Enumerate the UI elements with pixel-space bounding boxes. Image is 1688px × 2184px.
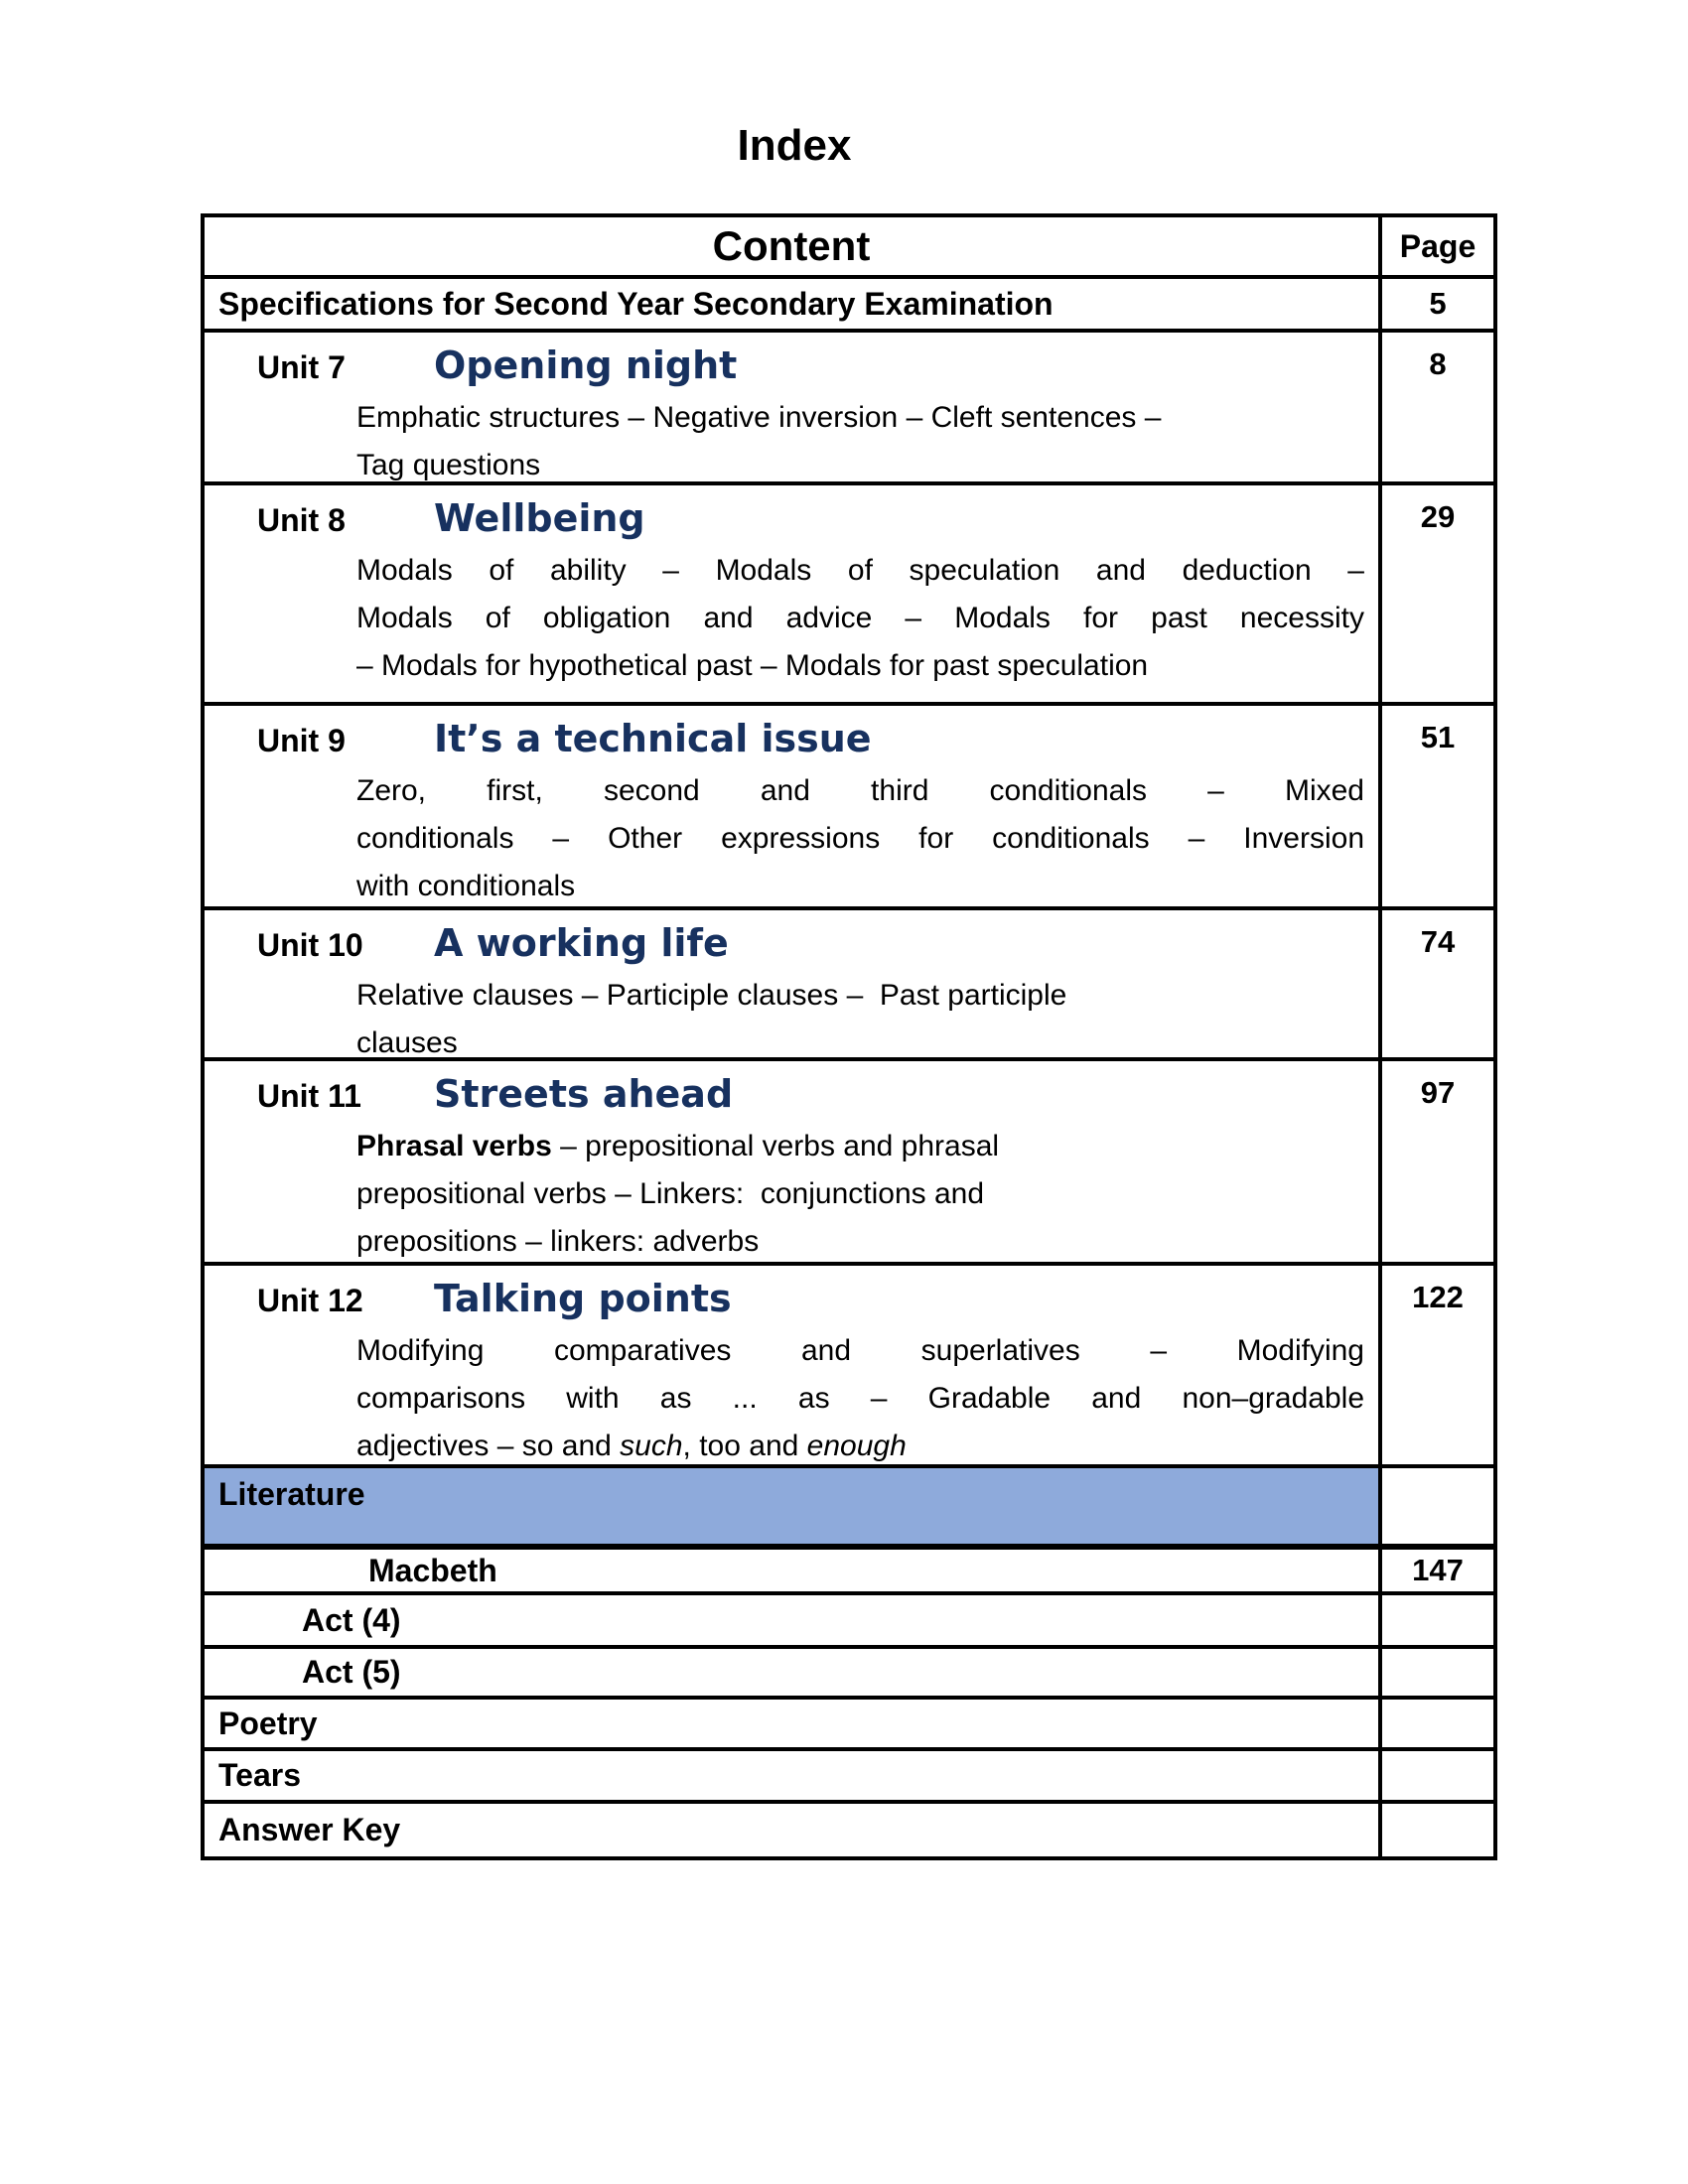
content-header-label: Content	[712, 222, 871, 269]
row-act-4-label: Act (4)	[302, 1601, 401, 1638]
unit-description	[356, 972, 1364, 1061]
unit-title: Opening night	[434, 343, 738, 387]
description-segment: Emphatic structures – Negative inversion – Cleft sentences –	[356, 401, 1162, 434]
unit-description	[356, 547, 1364, 690]
row-tears-page-cell	[1378, 1751, 1493, 1800]
row-specifications-for-second-year-secondary-examination-label: Specifications for Second Year Secondary Examination	[218, 285, 1054, 322]
row-unit-12	[205, 1266, 1493, 1468]
row-answer-key	[205, 1804, 1493, 1856]
row-macbeth-content-cell	[205, 1550, 1378, 1591]
unit-number: Unit 7	[257, 349, 346, 385]
description-segment: such	[620, 1430, 683, 1462]
description-line	[356, 767, 1364, 815]
row-unit-11-content-cell	[205, 1061, 1378, 1262]
page-number: 97	[1420, 1075, 1456, 1110]
description-segment: conditionals – Other expressions for conditionals – Inversion	[356, 822, 1364, 855]
row-unit-10	[205, 910, 1493, 1061]
row-macbeth-page-cell	[1378, 1550, 1493, 1591]
row-unit-7-content-cell	[205, 333, 1378, 481]
description-segment: Modals of ability – Modals of speculation and deduction –	[356, 554, 1364, 587]
description-line	[356, 547, 1364, 595]
description-segment: Tag questions	[356, 449, 541, 481]
row-act-4-page-cell	[1378, 1595, 1493, 1645]
row-poetry-content-cell	[205, 1700, 1378, 1747]
unit-number: Unit 12	[257, 1283, 363, 1318]
unit-title-line	[205, 1276, 1378, 1323]
row-unit-9-content-cell	[205, 706, 1378, 906]
page-number: 5	[1429, 286, 1447, 321]
description-line	[356, 863, 1364, 910]
table-body	[205, 279, 1493, 1856]
description-segment: clauses	[356, 1026, 458, 1059]
row-unit-8-page-cell	[1378, 485, 1493, 702]
description-line	[356, 1123, 1364, 1170]
row-answer-key-page-cell	[1378, 1804, 1493, 1856]
unit-title-line	[205, 920, 1378, 968]
description-segment: Zero, first, second and third conditionals – Mixed	[356, 774, 1364, 807]
row-specifications-for-second-year-secondary-examination-page-cell	[1378, 279, 1493, 329]
unit-title-line	[205, 716, 1378, 763]
description-line	[356, 1218, 1364, 1266]
unit-number: Unit 8	[257, 502, 346, 538]
row-unit-9	[205, 706, 1493, 910]
description-line	[356, 1375, 1364, 1423]
content-header-cell	[205, 217, 1378, 275]
row-act-5-content-cell	[205, 1649, 1378, 1696]
row-tears	[205, 1751, 1493, 1804]
row-unit-8-content-cell	[205, 485, 1378, 702]
unit-title-line	[205, 495, 1378, 543]
row-poetry	[205, 1700, 1493, 1751]
row-specifications-for-second-year-secondary-examination	[205, 279, 1493, 333]
row-answer-key-content-cell	[205, 1804, 1378, 1856]
page-number: 8	[1429, 346, 1447, 381]
description-segment: Modals of obligation and advice – Modals for past necessity	[356, 602, 1364, 634]
row-unit-12-content-cell	[205, 1266, 1378, 1464]
unit-title: Talking points	[434, 1277, 732, 1320]
row-poetry-label: Poetry	[218, 1705, 318, 1741]
row-literature-label: Literature	[218, 1476, 365, 1512]
row-act-5-page-cell	[1378, 1649, 1493, 1696]
row-act-4-content-cell	[205, 1595, 1378, 1645]
unit-description	[356, 394, 1364, 485]
unit-number: Unit 10	[257, 927, 363, 963]
row-macbeth-label: Macbeth	[368, 1552, 497, 1588]
index-table	[201, 213, 1497, 1860]
description-line	[356, 1423, 1364, 1468]
description-line	[356, 1170, 1364, 1218]
unit-number: Unit 9	[257, 723, 346, 758]
row-unit-8	[205, 485, 1493, 706]
description-line	[356, 394, 1364, 442]
page-number: 147	[1412, 1553, 1464, 1587]
row-unit-11	[205, 1061, 1493, 1266]
unit-title: It’s a technical issue	[434, 717, 872, 760]
row-tears-label: Tears	[218, 1757, 302, 1793]
row-act-5	[205, 1649, 1493, 1700]
description-line	[356, 815, 1364, 863]
row-literature-content-cell	[205, 1468, 1378, 1544]
description-segment: comparisons with as ... as – Gradable and non–gradable	[356, 1382, 1364, 1415]
row-act-4	[205, 1595, 1493, 1649]
unit-title-line	[205, 1071, 1378, 1119]
page-number: 74	[1420, 924, 1456, 959]
row-macbeth	[205, 1550, 1493, 1595]
table-header-row	[205, 217, 1493, 279]
description-segment: , too and	[682, 1430, 807, 1462]
row-unit-9-page-cell	[1378, 706, 1493, 906]
description-line	[356, 595, 1364, 642]
description-segment: adjectives – so and	[356, 1430, 621, 1462]
row-unit-11-page-cell	[1378, 1061, 1493, 1262]
row-literature-page-cell	[1378, 1468, 1493, 1544]
row-specifications-for-second-year-secondary-examination-content-cell	[205, 279, 1378, 329]
unit-title: Wellbeing	[434, 496, 645, 540]
row-answer-key-label: Answer Key	[218, 1812, 401, 1847]
description-line	[356, 642, 1364, 690]
row-literature	[205, 1468, 1493, 1550]
description-segment: – Modals for hypothetical past – Modals for past speculation	[356, 649, 1149, 682]
unit-description	[356, 1327, 1364, 1468]
row-unit-7	[205, 333, 1493, 485]
unit-number: Unit 11	[257, 1078, 361, 1114]
row-unit-10-page-cell	[1378, 910, 1493, 1057]
description-segment: with conditionals	[356, 870, 576, 902]
description-line	[356, 1327, 1364, 1375]
row-act-5-label: Act (5)	[302, 1654, 401, 1690]
page-number: 122	[1412, 1280, 1464, 1314]
description-segment: Phrasal verbs	[356, 1130, 552, 1162]
unit-title-line	[205, 342, 1378, 390]
description-line	[356, 1020, 1364, 1061]
description-line	[356, 442, 1364, 485]
description-segment: Modifying comparatives and superlatives – Modifying	[356, 1334, 1364, 1367]
description-line	[356, 972, 1364, 1020]
row-unit-10-content-cell	[205, 910, 1378, 1057]
description-segment: Relative clauses – Participle clauses – Past participle	[356, 979, 1067, 1012]
page-number: 51	[1420, 720, 1456, 754]
row-unit-12-page-cell	[1378, 1266, 1493, 1464]
page-header-cell	[1378, 217, 1493, 275]
page-number: 29	[1420, 499, 1456, 534]
unit-description	[356, 1123, 1364, 1266]
unit-description	[356, 767, 1364, 910]
description-segment: prepositions – linkers: adverbs	[356, 1225, 760, 1258]
description-segment: – prepositional verbs and phrasal	[551, 1130, 1000, 1162]
description-segment: enough	[806, 1430, 907, 1462]
unit-title: A working life	[434, 921, 729, 965]
description-segment: prepositional verbs – Linkers: conjunctions and	[356, 1177, 985, 1210]
unit-title: Streets ahead	[434, 1072, 734, 1116]
page-header-label: Page	[1399, 227, 1477, 264]
row-poetry-page-cell	[1378, 1700, 1493, 1747]
row-unit-7-page-cell	[1378, 333, 1493, 481]
page-title: Index	[737, 121, 852, 170]
row-tears-content-cell	[205, 1751, 1378, 1800]
